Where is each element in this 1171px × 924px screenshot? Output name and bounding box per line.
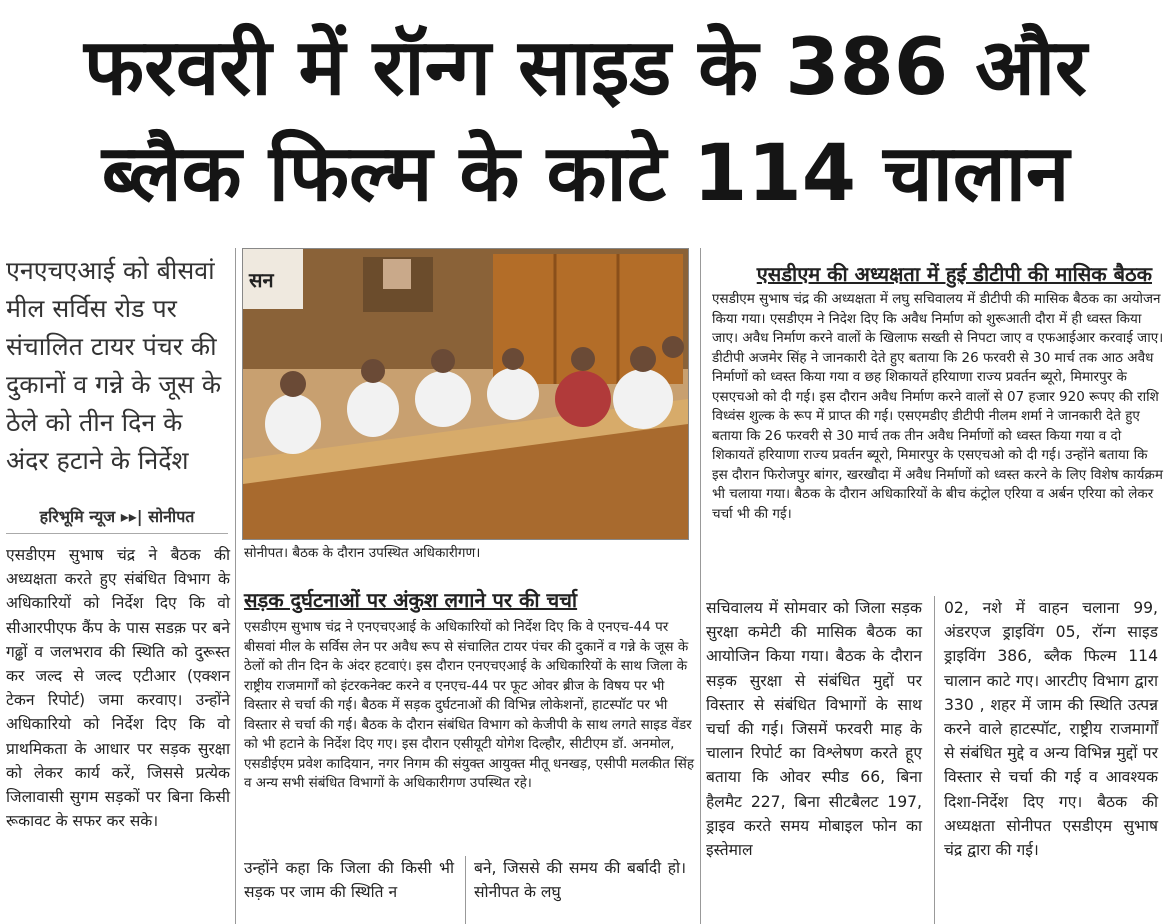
divider-mid	[700, 248, 701, 924]
meeting-photo	[242, 248, 689, 540]
headline-line-2: ब्लैक फिल्म के काटे 114 चालान	[101, 129, 1070, 219]
divider-bottom	[465, 856, 466, 924]
section1-body: एसडीएम सुभाष चंद्र की अध्यक्षता में लघु सचिवालय में डीटीपी की मासिक बैठक का अयोजन किया गया। एसडीएम ने निदेश दिए कि अवैध निर्माण को शुरूआती दौरा में ही ध्वस्त किया जाए। अवैध निर्माण करने वालों के खिलाफ सख्ती से निपटा जाए व एफआईआर करवाई जाए। डीटीपी अजमेर सिंह ने जानकारी देते हुए बताया कि 26 फरवरी से 30 मार्च तक आठ अवैध निर्माणों को ध्वस्त किया गया व छह शिकायतें हरियाणा राज्य प्रवर्तन ब्यूरो, मिमारपुर के एसएचओ को दी गई। इस दौरान अवैध निर्माण करने वालों से 07 हजार 920 रूपए की राशि विध्वंस शुल्क के रूप में प्राप्त की गई। एसएमडीए डीटीपी नीलम शर्मा ने जानकारी देते हुए बताया कि 26 फरवरी से 30 मार्च तक तीन अवैध निर्माणों को ध्वस्त किया गया व दो शिकायतें हरियाणा राज्य प्रवर्तन ब्यूरो, मिमारपुर के एसएचओ को दी गई। उन्होंने बताया कि इस दौरान फिरोजपुर बांगर, खरखौदा में अवैध निर्माणों को ध्वस्त करने के लिए विशेष कार्यक्रम भी चलाया गया। बैठक के दौरान अधिकारियों के बीच कंट्रोल एरिया व अर्बन एरिया को लेकर चर्चा भी की गई।	[712, 291, 1164, 522]
photo-sign-text: सन	[249, 268, 274, 292]
side-body-column: एसडीएम सुभाष चंद्र ने बैठक की अध्यक्षता करते हुए संबंधित विभाग के अधिकारियों को निर्देश दिए कि वो सीआरपीएफ कैंप के पास सडक़ पर बने गढ्ढों व जलभराव की स्थिति को दुरूस्त कर जल्द से जल्द एटीआर (एक्शन टेकन रिपोर्ट) जमा करवाए। उन्होंने अधिकारियो को निर्देश दिए कि वो प्राथमिकता के आधार पर सड़क सुरक्षा को लेकर कार्य करें, जिससे प्रत्येक जिलावासी सुगम सड़कों पर बिना किसी रूकावट के सफर कर सके।	[6, 546, 230, 831]
section2-heading: सड़क दुर्घटनाओं पर अंकुश लगाने पर की चर्चा	[244, 588, 578, 612]
divider-left	[235, 248, 236, 924]
column-3: उन्होंने कहा कि जिला की किसी भी सड़क पर जाम की स्थिति न	[244, 859, 454, 902]
side-heading: एनएचएआई को बीसवां मील सर्विस रोड पर संचालित टायर पंचर की दुकानों व गन्ने के जूस के ठेले को तीन दिन के अंदर हटाने के निर्देश	[6, 256, 222, 475]
section2-body: एसडीएम सुभाष चंद्र ने एनएचएआई के अधिकारियों को निर्देश दिए कि वे एनएच-44 पर बीसवां मील के सर्विस लेन पर अवैध रूप से संचालित टायर पंचर की दुकानें व गन्ने के जूस के ठेलों को तीन दिन के अंदर हटवाएं। इस दौरान एनएचएआई के अधिकारियों के साथ जिला के राष्ट्रीय राजमार्गों को इंटरकनेक्ट करने व एनएच-44 पर फूट ओवर ब्रीज के विषय पर भी विस्तार से चर्चा की गई। बैठक में सड़क दुर्घटनाओं की विभिन्न लोकेशनों, हाटस्पॉट पर भी विस्तार से चर्चा की गई। बैठक के दौरान संबंधित विभाग को केजीपी के साथ लगते साइड वेंडर को भी हटाने के निर्देश दिए गए। इस दौरान एसीयूटी योगेश दिल्हौर, सीटीएम डॉ. अनमोल, एसडीईएम प्रवेश कादियान, नगर निगम की संयुक्त आयुक्त मीतू धनखड़, एसीपी मलकीत सिंह व अन्य सभी संबंधित विभागों के अधिकारीगण उपस्थित रहे।	[244, 619, 695, 791]
photo-caption: सोनीपत। बैठक के दौरान उपस्थित अधिकारीगण।	[244, 545, 481, 561]
byline: हरिभूमि न्यूज ▸▸| सोनीपत	[6, 505, 228, 534]
meeting-photo-illustration	[243, 249, 688, 539]
headline-line-1: फरवरी में रॉन्ग साइड के 386 और	[84, 23, 1087, 113]
column-6: 02, नशे में वाहन चलाना 99, अंडरएज ड्राइविंग 05, रॉन्ग साइड ड्राइविंग 386, ब्लैक फिल्म 114 चालान काटे गए। आरटीए विभाग द्वारा 330 , शहर में जाम की स्थिति उत्पन्न करने वाले हाटस्पॉट, राष्ट्रीय राजमार्गों से संबंधित मुद्दे व अन्य विभिन्न मुद्दों पर विस्तार से चर्चा की गई व आवश्यक दिशा-निर्देश दिए गए। बैठक की अध्यक्षता सोनीपत एसडीएम सुभाष चंद्र द्वारा की गई।	[944, 599, 1158, 860]
section1-heading: एसडीएम की अध्यक्षता में हुई डीटीपी की मासिक बैठक	[756, 262, 1152, 286]
divider-right	[934, 596, 935, 924]
column-5: सचिवालय में सोमवार को जिला सड़क सुरक्षा कमेटी की मासिक बैठक का आयोजिन किया गया। बैठक के दौरान सड़क सुरक्षा से संबंधित मुद्दों पर विस्तार से संबंधित विभागों के साथ चर्चा की गई। जिसमें फरवरी माह के चालान रिपोर्ट का विश्लेषण करते हूए बताया कि ओवर स्पीड 66, बिना हैलमैट 227, बिना सीटबैलट 197, ड्राइव करते समय मोबाइल फोन का इस्तेमाल	[706, 599, 922, 860]
column-4: बने, जिससे की समय की बर्बादी हो। सोनीपत के लघु	[474, 859, 686, 902]
